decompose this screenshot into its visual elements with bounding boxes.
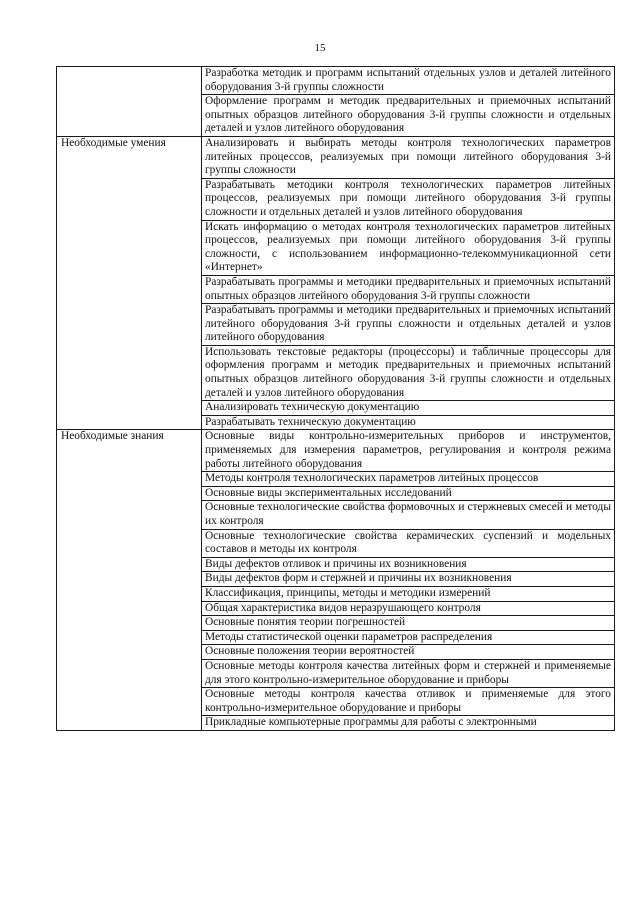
requirement-cell: Методы статистической оценки параметров распределения [202,630,615,645]
page-number: 15 [314,42,326,54]
table-row [57,67,615,95]
requirement-cell: Основные методы контроля качества литейных форм и стержней и применяемые для этого контрольно-измерительное оборудование и приборы [202,659,615,687]
requirement-cell: Основные технологические свойства формовочных и стержневых смесей и методы их контроля [202,501,615,529]
requirement-cell: Основные виды контрольно-измерительных приборов и инструментов, применяемых для измерения параметров, регулирования и контроля режима работы литейного оборудования [202,430,615,472]
table-row [57,136,615,178]
requirement-cell: Классификация, принципы, методы и методики измерений [202,586,615,601]
row-group-label: Необходимые знания [57,430,202,730]
requirement-cell: Анализировать и выбирать методы контроля технологических параметров литейных процессов, реализуемых при помощи литейного оборудования 3-й группы сложности [202,136,615,178]
requirement-cell: Основные положения теории вероятностей [202,645,615,660]
requirement-cell: Прикладные компьютерные программы для работы с электронными [202,716,615,731]
requirement-cell: Разработка методик и программ испытаний отдельных узлов и деталей литейного оборудования 3-й группы сложности [202,67,615,95]
requirement-cell: Использовать текстовые редакторы (процессоры) и табличные процессоры для оформления программ и методик предварительных и приемочных испытаний опытных образцов литейного оборудования 3-й группы сложности и отдельных деталей и узлов литейного оборудования [202,345,615,400]
requirement-cell: Виды дефектов отливок и причины их возникновения [202,557,615,572]
requirements-table-body [57,67,615,731]
requirement-cell: Разрабатывать программы и методики предварительных и приемочных испытаний литейного оборудования 3-й группы сложности и отдельных деталей и узлов литейного оборудования [202,304,615,346]
requirement-cell: Разрабатывать техническую документацию [202,415,615,430]
requirement-cell: Методы контроля технологических параметров литейных процессов [202,472,615,487]
row-group-label: Необходимые умения [57,136,202,429]
requirement-cell: Основные методы контроля качества отливок и применяемые для этого контрольно-измерительное оборудование и приборы [202,688,615,716]
table-row [57,430,615,472]
row-group-label [57,67,202,137]
requirement-cell: Основные технологические свойства керамических суспензий и модельных составов и методы их контроля [202,529,615,557]
requirements-table [56,66,615,731]
requirement-cell: Основные понятия теории погрешностей [202,616,615,631]
requirement-cell: Разрабатывать программы и методики предварительных и приемочных испытаний опытных образцов литейного оборудования 3-й группы сложности [202,275,615,303]
requirement-cell: Разрабатывать методики контроля технологических параметров литейных процессов, реализуемых при помощи литейного оборудования 3-й группы сложности и отдельных деталей и узлов литейного оборудования [202,178,615,220]
requirement-cell: Оформление программ и методик предварительных и приемочных испытаний опытных образцов литейного оборудования 3-й группы сложности и отдельных деталей и узлов литейного оборудования [202,95,615,137]
requirement-cell: Анализировать техническую документацию [202,401,615,416]
requirement-cell: Виды дефектов форм и стержней и причины их возникновения [202,572,615,587]
requirement-cell: Общая характеристика видов неразрушающего контроля [202,601,615,616]
requirement-cell: Основные виды экспериментальных исследований [202,486,615,501]
requirement-cell: Искать информацию о методах контроля технологических параметров литейных процессов, реализуемых при помощи литейного оборудования 3-й группы сложности, с использованием информационно-телекоммуникационной сети «Интернет» [202,220,615,275]
